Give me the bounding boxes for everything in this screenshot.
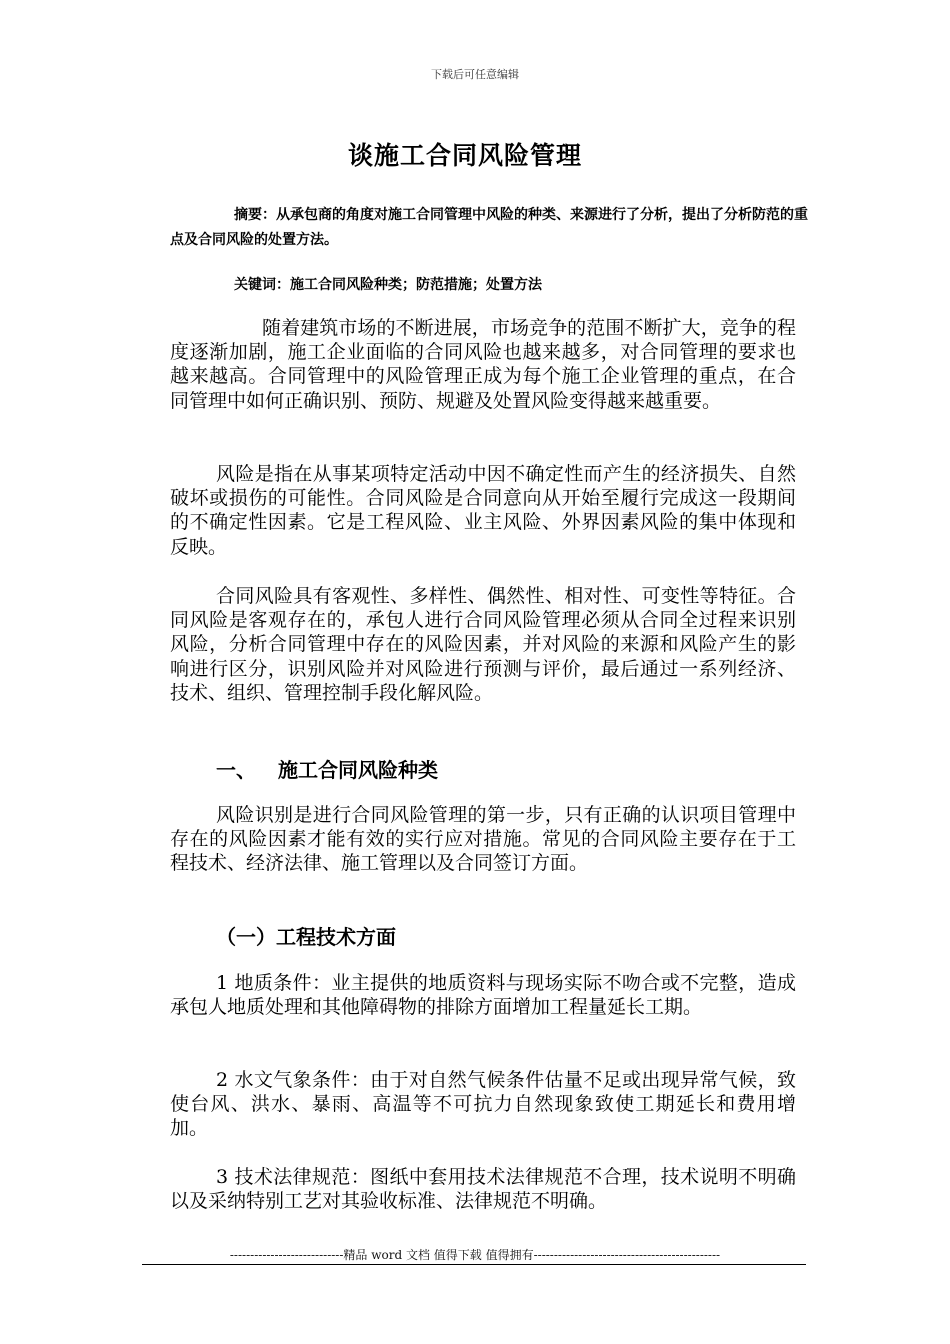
body-paragraph: 风险识别是进行合同风险管理的第一步，只有正确的认识项目管理中存在的风险因素才能有效的实行应对措施。常见的合同风险主要存在于工程技术、经济法律、施工管理以及合同签订方面。 (170, 804, 796, 875)
page-header-note: 下载后可任意编辑 (431, 68, 519, 81)
body-paragraph: 风险是指在从事某项特定活动中因不确定性而产生的经济损失、自然破坏或损伤的可能性。合同风险是合同意向从开始至履行完成这一段期间的不确定性因素。它是工程风险、业主风险、外界因素风险的集中体现和反映。 (170, 463, 796, 558)
list-item: 2 水文气象条件：由于对自然气候条件估量不足或出现异常气候，致使台风、洪水、暴雨、高温等不可抗力自然现象致使工期延长和费用增加。 (170, 1069, 796, 1140)
subsection-heading: （一）工程技术方面 (216, 925, 396, 949)
section-number: 一、 (216, 758, 256, 782)
keywords: 关键词：施工合同风险种类；防范措施；处置方法 (234, 277, 542, 293)
list-item: 1 地质条件：业主提供的地质资料与现场实际不吻合或不完整，造成承包人地质处理和其他障碍物的排除方面增加工程量延长工期。 (170, 972, 796, 1019)
abstract: 摘要：从承包商的角度对施工合同管理中风险的种类、来源进行了分析，提出了分析防范的重点及合同风险的处置方法。 (170, 207, 808, 248)
intro-paragraph: 随着建筑市场的不断进展，市场竞争的范围不断扩大，竞争的程度逐渐加剧，施工企业面临的合同风险也越来越多，对合同管理的要求也越来越高。合同管理中的风险管理正成为每个施工企业管理的重点，在合同管理中如何正确识别、预防、规避及处置风险变得越来越重要。 (170, 317, 796, 412)
body-paragraph: 合同风险具有客观性、多样性、偶然性、相对性、可变性等特征。合同风险是客观存在的，承包人进行合同风险管理必须从合同全过程来识别风险，分析合同管理中存在的风险因素，并对风险的来源和风险产生的影响进行区分，识别风险并对风险进行预测与评价，最后通过一系列经济、技术、组织、管理控制手段化解风险。 (170, 585, 796, 704)
document-title: 谈施工合同风险管理 (347, 141, 582, 170)
footer-divider (142, 1264, 806, 1265)
section-heading (216, 757, 438, 783)
section-title: 施工合同风险种类 (278, 758, 438, 782)
list-item: 3 技术法律规范：图纸中套用技术法律规范不合理，技术说明不明确以及采纳特别工艺对其验收标准、法律规范不明确。 (170, 1166, 796, 1213)
page-footer: ----------------------------精品 word 文档 值得下载 值得拥有---------------------------------------------- (229, 1248, 721, 1262)
